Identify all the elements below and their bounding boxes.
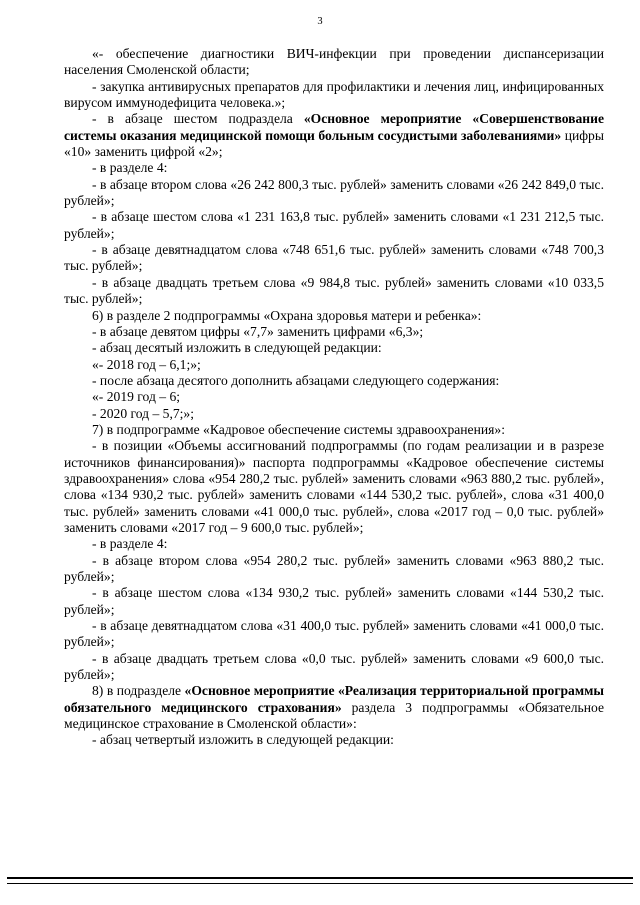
paragraph [64, 389, 604, 405]
paragraph [64, 79, 604, 112]
text-segment: «- 2019 год – 6; [92, 389, 181, 405]
text-segment: 8) в подразделе [92, 683, 185, 699]
text-segment: - в абзаце шестом слова «1 231 163,8 тыс. рублей» заменить словами «1 231 212,5 тыс. рублей»; [64, 209, 604, 241]
text-segment: - в разделе 4: [92, 160, 168, 176]
paragraph [64, 357, 604, 373]
text-segment: 6) в разделе 2 подпрограммы «Охрана здоровья матери и ребенка»: [92, 307, 482, 323]
paragraph [64, 406, 604, 422]
bold-text-segment: «Основное мероприятие «Совершенствование системы оказания медицинской помощи больным сосудистыми заболеваниями» [64, 111, 604, 143]
bold-text-segment: «Основное мероприятие «Реализация территориальной программы обязательного медицинского страхования» [64, 683, 604, 715]
page-number: 3 [317, 16, 323, 27]
paragraph [64, 324, 604, 340]
text-segment: - в абзаце девятом цифры «7,7» заменить цифрами «6,3»; [92, 323, 424, 339]
document-body [64, 46, 604, 749]
text-segment: «- 2018 год – 6,1;»; [92, 356, 201, 372]
text-segment: - в абзаце втором слова «26 242 800,3 тыс. рублей» заменить словами «26 242 849,0 тыс. рублей»; [64, 176, 604, 209]
text-segment: 7) в подпрограмме «Кадровое обеспечение системы здравоохранения»: [92, 421, 505, 437]
paragraph [64, 618, 604, 651]
footer-divider [7, 877, 633, 879]
text-segment: «- обеспечение диагностики ВИЧ-инфекции при проведении диспансеризации населения Смоленской области; [64, 46, 604, 78]
text-segment: - 2020 год – 5,7;»; [92, 405, 195, 421]
text-segment: - закупка антивирусных препаратов для профилактики и лечения лиц, инфицированных вирусом иммунодефицита человека.»; [64, 78, 604, 111]
paragraph [64, 585, 604, 618]
text-segment: - в разделе 4: [92, 536, 168, 552]
paragraph [64, 275, 604, 308]
paragraph [64, 340, 604, 356]
paragraph [64, 438, 604, 536]
text-segment: - в абзаце шестом подраздела [92, 111, 304, 127]
paragraph [64, 651, 604, 684]
text-segment: - в абзаце двадцать третьем слова «9 984,8 тыс. рублей» заменить словами «10 033,5 тыс. рублей»; [64, 274, 604, 307]
text-segment: раздела 3 подпрограммы «Обязательное медицинское страхование в Смоленской области»: [64, 699, 604, 732]
text-segment: - в абзаце шестом слова «134 930,2 тыс. рублей» заменить словами «144 530,2 тыс. рублей»; [64, 585, 604, 617]
paragraph [64, 160, 604, 176]
text-segment: цифры «10» заменить цифрой «2»; [64, 127, 604, 160]
text-segment: - в абзаце двадцать третьем слова «0,0 тыс. рублей» заменить словами «9 600,0 тыс. рублей»; [64, 650, 604, 683]
paragraph [64, 111, 604, 160]
paragraph [64, 683, 604, 732]
paragraph [64, 46, 604, 79]
text-segment: - в абзаце втором слова «954 280,2 тыс. рублей» заменить словами «963 880,2 тыс. рублей»; [64, 552, 604, 584]
paragraph [64, 308, 604, 324]
paragraph [64, 553, 604, 586]
text-segment: - абзац четвертый изложить в следующей редакции: [92, 732, 394, 748]
paragraph [64, 373, 604, 389]
footer-divider-thin [7, 883, 633, 884]
text-segment: - абзац десятый изложить в следующей редакции: [92, 340, 382, 356]
text-segment: - в абзаце девятнадцатом слова «748 651,6 тыс. рублей» заменить словами «748 700,3 тыс. рублей»; [64, 242, 604, 274]
paragraph [64, 422, 604, 438]
text-segment: - в позиции «Объемы ассигнований подпрограммы (по годам реализации и в разрезе источников финансирования)» паспорта подпрограммы «Кадровое обеспечение системы здравоохранения» слова «954 280,2 тыс. рублей» заменить словами «963 880,2 тыс. рублей», слова «134 930,2 тыс. рублей» заменить словами «144 530,2 тыс. рублей», слова «31 400,0 тыс. рублей» заменить словами «41 000,0 тыс. рублей», слова «2017 год – 0,0 тыс. рублей» заменить словами «2017 год – 9 600,0 тыс. рублей»; [64, 438, 604, 535]
text-segment: - в абзаце девятнадцатом слова «31 400,0 тыс. рублей» заменить словами «41 000,0 тыс. рублей»; [64, 618, 604, 650]
text-segment: - после абзаца десятого дополнить абзацами следующего содержания: [92, 372, 500, 388]
paragraph [64, 536, 604, 552]
paragraph [64, 209, 604, 242]
paragraph [64, 242, 604, 275]
paragraph [64, 177, 604, 210]
paragraph [64, 732, 604, 748]
